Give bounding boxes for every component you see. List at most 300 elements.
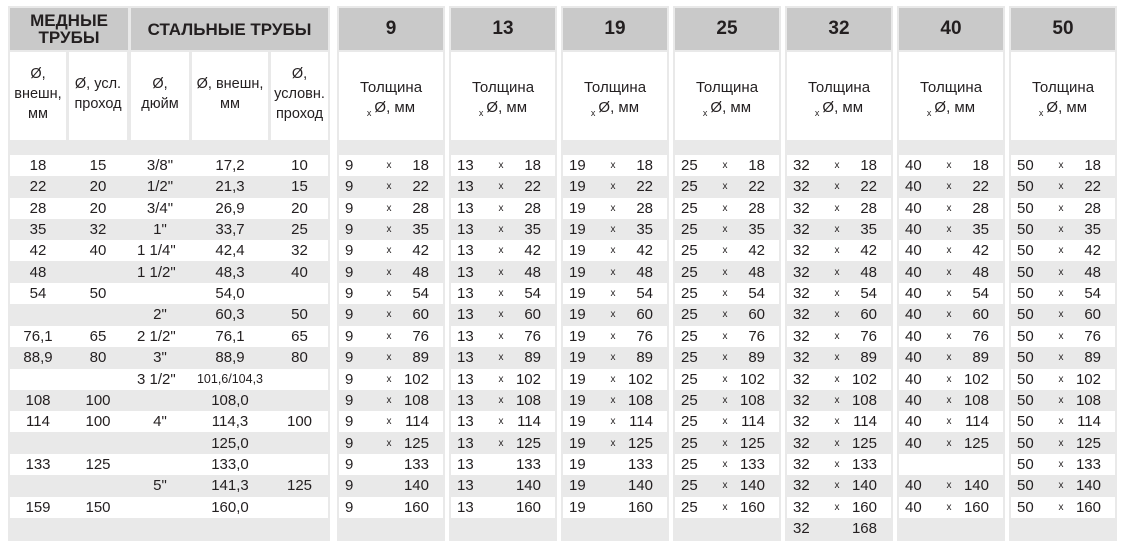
thickness-cell: 50 [1017,263,1034,281]
diameter-cell: 89 [524,349,541,367]
times-sign: x [386,245,392,257]
times-sign: x [386,202,392,214]
subheader-line: мм [28,106,48,122]
thickness-cell: 32 [793,455,810,473]
table-cell: 3/4" [146,199,174,217]
thickness-cell: 32 [793,263,810,281]
diameter-cell: 114 [1077,413,1101,431]
subheader-line: Ø, [152,76,168,92]
table-cell: 60,3 [215,306,245,324]
diameter-cell: 60 [636,306,653,324]
subheader-line: Ø, [30,66,46,82]
thickness-label: Толщина [359,79,423,96]
thickness-cell: 13 [457,370,474,388]
diameter-cell: 54 [1084,285,1101,303]
table-cell: 2 1/2" [137,327,176,345]
table-cell: 15 [291,178,308,196]
thickness-cell: 13 [457,413,474,431]
table-cell: 54 [29,285,47,303]
table-cell: 25 [291,221,308,239]
diameter-cell: 60 [524,306,541,324]
thickness-cell: 40 [905,263,922,281]
diameter-cell: 76 [636,327,653,345]
thickness-cell: 19 [569,221,586,239]
thickness-cell: 9 [345,498,354,516]
thickness-unit [561,98,669,123]
thickness-cell: 40 [905,391,922,409]
times-sign: x [1058,224,1064,236]
thickness-cell: 9 [345,285,354,303]
table-cell: 125 [286,477,313,495]
thickness-cell: 40 [905,413,922,431]
times-sign: x [386,416,392,428]
table-cell: 28 [29,199,47,217]
thickness-cell: 9 [345,477,354,495]
diameter-cell: 125 [963,434,989,452]
times-sign: x [610,330,616,342]
table-cell: 108,0 [211,391,249,409]
table-cell: 18 [29,157,47,174]
table-cell: 21,3 [215,178,245,196]
times-sign: x [834,458,840,470]
diameter-cell: 76 [1084,327,1101,345]
thickness-cell: 25 [681,178,698,196]
thickness-cell: 19 [569,349,586,367]
times-sign: x [722,160,728,171]
table-cell: 1 1/4" [137,242,176,260]
diameter-cell: 18 [860,157,877,174]
copper-title-line: ТРУБЫ [38,28,100,47]
diameter-cell: 76 [860,327,877,345]
thickness-cell: 32 [793,370,810,388]
diameter-cell: 160 [851,498,877,516]
thickness-label: Толщина [583,79,647,96]
diameter-cell: 133 [739,455,765,473]
diameter-cell: 28 [1084,199,1101,217]
diameter-cell: 54 [860,285,877,303]
diameter-cell: 22 [636,178,653,196]
times-sign: x [386,352,392,364]
thickness-unit [337,98,445,123]
thickness-cell: 32 [793,285,810,303]
thickness-label: Толщина [695,79,759,96]
times-sign: x [834,373,840,385]
thickness-cell: 50 [1017,221,1034,239]
thickness-cell: 19 [569,327,586,345]
table-cell: 40 [291,263,308,281]
thickness-cell: 13 [457,285,474,303]
times-sign: x [834,224,840,236]
thickness-cell: 9 [345,370,354,388]
diameter-cell: 48 [412,263,429,281]
diameter-cell: 89 [860,349,877,367]
times-sign: x [722,394,728,406]
diameter-cell: 114 [629,413,653,431]
table-cell: 108 [25,391,51,409]
diameter-cell: 42 [412,242,429,260]
times-sign: x [498,202,504,214]
thickness-cell: 32 [793,519,810,537]
thickness-label: Толщина [919,79,983,96]
thickness-cell: 50 [1017,242,1034,260]
diameter-cell: 89 [1084,349,1101,367]
times-sign: x [1058,373,1064,385]
subheader-label [131,74,189,114]
thickness-unit-text: Ø, мм [598,99,640,116]
times-sign: x [498,416,504,428]
diameter-cell: 28 [636,199,653,217]
times-sign: x [722,330,728,342]
times-sign: x [498,181,504,193]
thickness-cell: 40 [905,285,922,303]
thickness-cell: 13 [457,327,474,345]
steel-title-text: СТАЛЬНЫЕ ТРУБЫ [147,19,312,39]
thickness-cell: 9 [345,455,354,473]
table-cell: 65 [291,327,308,345]
times-sign: x [610,394,616,406]
subheader-line: условн. [274,86,325,102]
times-sign: x [610,309,616,321]
table-cell: 20 [89,178,107,196]
table-cell: 35 [29,221,47,239]
diameter-cell: 125 [851,434,877,452]
thickness-cell: 13 [457,157,474,174]
thickness-cell: 25 [681,391,698,409]
times-sign: x [946,501,952,513]
thickness-cell: 9 [345,327,354,345]
table-cell: 15 [89,157,107,174]
diameter-cell: 160 [739,498,765,516]
diameter-cell: 140 [739,477,765,495]
diameter-cell: 42 [636,242,653,260]
diameter-cell: 60 [1084,306,1101,324]
times-sign: x [834,501,840,513]
diameter-cell: 22 [524,178,541,196]
steel-title [131,8,328,50]
diameter-cell: 102 [1075,370,1101,388]
diameter-cell: 114 [965,413,989,431]
times-sign: x [610,202,616,214]
thickness-cell: 32 [793,221,810,239]
table-cell: 20 [89,199,107,217]
thickness-cell: 9 [345,434,354,452]
diameter-cell: 140 [403,477,429,495]
times-sign: x [946,181,952,193]
times-sign: x [946,160,952,171]
times-sign: x [834,181,840,193]
times-sign: x [386,309,392,321]
times-sign: x [1058,480,1064,492]
times-sign: x [834,202,840,214]
times-sign: x [1058,266,1064,278]
diameter-cell: 18 [412,157,429,174]
thickness-value: 32 [828,18,850,39]
thickness-value: 19 [604,18,626,39]
times-sign: x [946,416,952,428]
thickness-cell: 13 [457,242,474,260]
times-sign: x [498,245,504,257]
times-sign: x [610,181,616,193]
thickness-cell: 19 [569,370,586,388]
diameter-cell: 42 [748,242,765,260]
diameter-cell: 133 [403,455,429,473]
times-sign: x [722,245,728,257]
table-cell: 141,3 [211,477,249,495]
times-sign: x [1058,181,1064,193]
times-sign: x [722,224,728,236]
times-sign: x [722,288,728,300]
thickness-cell: 32 [793,157,810,174]
table-cell: 20 [291,199,308,217]
diameter-cell: 22 [748,178,765,196]
diameter-cell: 18 [972,157,989,174]
diameter-cell: 54 [972,285,989,303]
thickness-title-40 [899,8,1003,50]
times-sign: x [834,160,840,171]
table-cell: 17,2 [215,157,245,174]
times-sign: x [1058,458,1064,470]
table-cell: 5" [153,477,167,495]
thickness-cell: 19 [569,242,586,260]
diameter-cell: 35 [412,221,429,239]
diameter-cell: 102 [403,370,429,388]
diameter-cell: 48 [524,263,541,281]
times-sign: x [722,437,728,449]
thickness-title-25 [675,8,779,50]
diameter-cell: 140 [515,477,541,495]
subheader-label [69,74,127,114]
table-cell: 150 [85,498,111,516]
times-sign: x [946,373,952,385]
times-sign: x [498,160,504,171]
table-cell: 80 [89,349,107,367]
times-sign: x [610,245,616,257]
thickness-title-9 [339,8,443,50]
table-cell: 3" [153,349,167,367]
subheader-label [271,64,328,124]
copper-title-text [30,12,108,46]
thickness-cell: 32 [793,306,810,324]
thickness-x: x [702,108,708,118]
table-cell: 88,9 [215,349,245,367]
times-sign: x [1058,330,1064,342]
thickness-cell: 32 [793,498,810,516]
diameter-cell: 28 [748,199,765,217]
table-cell: 10 [291,157,308,174]
thickness-cell: 9 [345,413,354,431]
times-sign: x [498,266,504,278]
thickness-unit-text: Ø, мм [822,99,864,116]
thickness-cell: 40 [905,199,922,217]
times-sign: x [834,352,840,364]
thickness-cell: 50 [1017,434,1034,452]
thickness-cell: 32 [793,242,810,260]
times-sign: x [386,160,392,171]
table-cell: 48 [29,263,47,281]
thickness-cell: 32 [793,327,810,345]
diameter-cell: 28 [412,199,429,217]
subheader-line: Ø, усл. [74,76,122,92]
table-cell: 32 [89,221,107,239]
diameter-cell: 125 [1075,434,1101,452]
times-sign: x [834,330,840,342]
thickness-unit [449,98,557,123]
thickness-cell: 40 [905,327,922,345]
diameter-cell: 76 [412,327,429,345]
diameter-cell: 76 [748,327,765,345]
times-sign: x [386,288,392,300]
diameter-cell: 140 [963,477,989,495]
times-sign: x [834,266,840,278]
thickness-cell: 32 [793,199,810,217]
thickness-value: 40 [940,18,962,39]
diameter-cell: 48 [636,263,653,281]
thickness-x: x [590,108,596,118]
times-sign: x [946,394,952,406]
times-sign: x [610,437,616,449]
times-sign: x [1058,160,1064,171]
diameter-cell: 48 [748,263,765,281]
thickness-cell: 40 [905,306,922,324]
diameter-cell: 42 [860,242,877,260]
thickness-cell: 32 [793,477,810,495]
diameter-cell: 89 [636,349,653,367]
thickness-cell: 25 [681,199,698,217]
thickness-cell: 25 [681,349,698,367]
thickness-label: Толщина [807,79,871,96]
thickness-cell: 25 [681,498,698,516]
subheader-line: проход [275,106,324,122]
thickness-cell: 19 [569,455,586,473]
diameter-cell: 22 [1084,178,1101,196]
times-sign: x [498,309,504,321]
times-sign: x [722,352,728,364]
times-sign: x [722,501,728,513]
diameter-cell: 102 [851,370,877,388]
thickness-cell: 19 [569,413,586,431]
subheader-line: мм [220,96,240,112]
thickness-cell: 9 [345,221,354,239]
thickness-cell: 32 [793,413,810,431]
diameter-cell: 133 [515,455,541,473]
diameter-cell: 89 [412,349,429,367]
thickness-cell: 50 [1017,391,1034,409]
row-band [899,454,1003,475]
diameter-cell: 18 [1084,157,1101,174]
diameter-cell: 114 [517,413,541,431]
table-cell: 80 [291,349,308,367]
times-sign: x [610,373,616,385]
thickness-cell: 25 [681,370,698,388]
times-sign: x [946,437,952,449]
thickness-cell: 40 [905,498,922,516]
times-sign: x [610,352,616,364]
table-cell: 50 [89,285,107,303]
diameter-cell: 125 [403,434,429,452]
times-sign: x [946,309,952,321]
thickness-cell: 9 [345,349,354,367]
table-cell: 50 [291,306,308,324]
thickness-cell: 9 [345,242,354,260]
thickness-value: 13 [492,18,514,39]
times-sign: x [498,373,504,385]
thickness-value: 50 [1052,18,1074,39]
thickness-cell: 32 [793,178,810,196]
thickness-cell: 19 [569,477,586,495]
table-cell: 125 [85,455,111,473]
times-sign: x [722,266,728,278]
thickness-unit [673,98,781,123]
diameter-cell: 89 [972,349,989,367]
diameter-cell: 60 [748,306,765,324]
diameter-cell: 22 [860,178,877,196]
thickness-cell: 13 [457,498,474,516]
diameter-cell: 108 [627,391,653,409]
subheader-label [192,74,268,114]
times-sign: x [386,330,392,342]
times-sign: x [946,224,952,236]
times-sign: x [498,394,504,406]
thickness-cell: 13 [457,306,474,324]
thickness-x: x [926,108,932,118]
table-cell: 4" [153,413,167,431]
times-sign: x [386,437,392,449]
diameter-cell: 28 [524,199,541,217]
times-sign: x [722,416,728,428]
table-cell: 33,7 [215,221,245,239]
thickness-cell: 13 [457,263,474,281]
times-sign: x [946,202,952,214]
table-cell: 32 [291,242,308,260]
diameter-cell: 48 [860,263,877,281]
thickness-cell: 9 [345,199,354,217]
table-cell: 1 1/2" [137,263,176,281]
diameter-cell: 35 [860,221,877,239]
diameter-cell: 89 [748,349,765,367]
times-sign: x [1058,352,1064,364]
table-cell: 159 [25,498,51,516]
times-sign: x [1058,394,1064,406]
times-sign: x [722,458,728,470]
diameter-cell: 160 [403,498,429,516]
times-sign: x [498,437,504,449]
table-cell: 22 [29,178,47,196]
table-cell: 40 [89,242,107,260]
diameter-cell: 125 [627,434,653,452]
thickness-unit-text: Ø, мм [374,99,416,116]
diameter-cell: 54 [636,285,653,303]
thickness-cell: 50 [1017,477,1034,495]
thickness-cell: 50 [1017,199,1034,217]
thickness-unit [1009,98,1117,123]
times-sign: x [834,437,840,449]
table-cell: 48,3 [215,263,245,281]
thickness-cell: 25 [681,477,698,495]
thickness-cell: 13 [457,349,474,367]
thickness-cell: 25 [681,413,698,431]
thickness-cell: 40 [905,434,922,452]
diameter-cell: 108 [1075,391,1101,409]
times-sign: x [498,330,504,342]
diameter-cell: 42 [972,242,989,260]
thickness-cell: 9 [345,306,354,324]
times-sign: x [946,480,952,492]
times-sign: x [1058,437,1064,449]
subheader-line: Ø, внешн, [196,76,264,92]
diameter-cell: 54 [524,285,541,303]
thickness-cell: 19 [569,199,586,217]
thickness-cell: 50 [1017,157,1034,174]
